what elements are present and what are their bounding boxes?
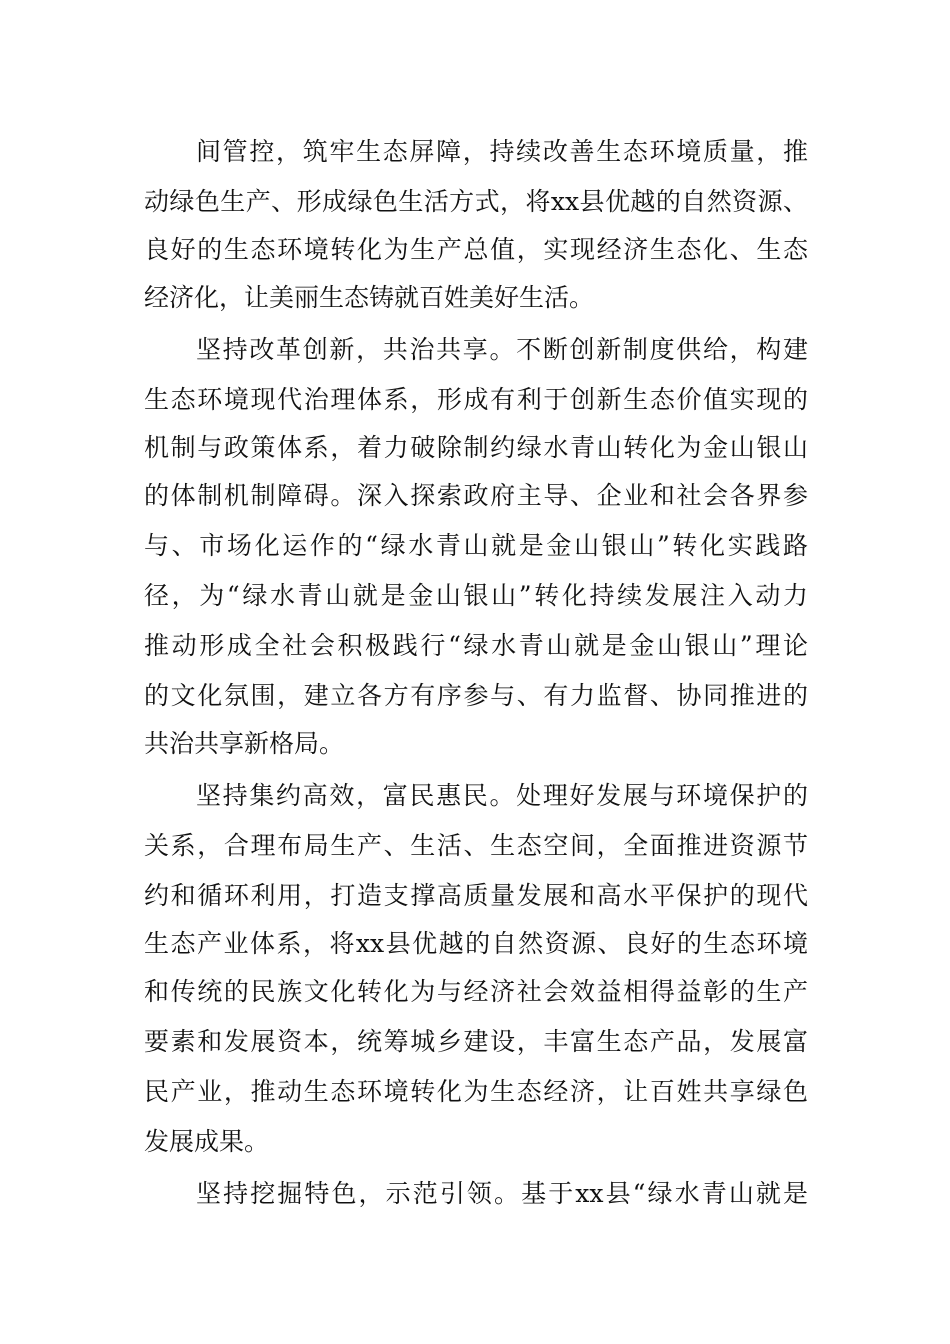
text-line: 经济化，让美丽生态铸就百姓美好生活。 bbox=[144, 283, 595, 312]
text-line: 关系，合理布局生产、生活、生态空间，全面推进资源节 bbox=[144, 831, 808, 860]
text-line: 发展成果。 bbox=[144, 1127, 270, 1156]
text-line: 生态产业体系，将xx县优越的自然资源、良好的生态环境 bbox=[144, 929, 808, 958]
text-line: 坚持改革创新，共治共享。不断创新制度供给，构建 bbox=[196, 335, 808, 364]
text-line: 良好的生态环境转化为生产总值，实现经济生态化、生态 bbox=[144, 235, 808, 264]
text-line: 约和循环利用，打造支撑高质量发展和高水平保护的现代 bbox=[144, 881, 808, 910]
text-line: 民产业，推动生态环境转化为生态经济，让百姓共享绿色 bbox=[144, 1077, 808, 1106]
text-line: 动绿色生产、形成绿色生活方式，将xx县优越的自然资源、 bbox=[144, 187, 808, 216]
text-line: 的文化氛围，建立各方有序参与、有力监督、协同推进的 bbox=[144, 681, 808, 710]
text-line: 与、市场化运作的“绿水青山就是金山银山”转化实践路 bbox=[144, 531, 808, 560]
text-line: 要素和发展资本，统筹城乡建设，丰富生态产品，发展富 bbox=[144, 1027, 808, 1056]
text-line: 共治共享新格局。 bbox=[144, 729, 345, 758]
text-line: 推动形成全社会积极践行“绿水青山就是金山银山”理论 bbox=[144, 631, 808, 660]
text-line: 坚持挖掘特色，示范引领。基于xx县“绿水青山就是 bbox=[196, 1179, 808, 1208]
text-line: 径，为“绿水青山就是金山银山”转化持续发展注入动力 bbox=[144, 581, 808, 610]
text-line: 间管控，筑牢生态屏障，持续改善生态环境质量，推 bbox=[196, 137, 808, 166]
text-line: 坚持集约高效，富民惠民。处理好发展与环境保护的 bbox=[196, 781, 808, 810]
text-line: 生态环境现代治理体系，形成有利于创新生态价值实现的 bbox=[144, 385, 808, 414]
text-line: 的体制机制障碍。深入探索政府主导、企业和社会各界参 bbox=[144, 481, 808, 510]
text-line: 机制与政策体系，着力破除制约绿水青山转化为金山银山 bbox=[144, 433, 808, 462]
text-line: 和传统的民族文化转化为与经济社会效益相得益彰的生产 bbox=[144, 977, 808, 1006]
